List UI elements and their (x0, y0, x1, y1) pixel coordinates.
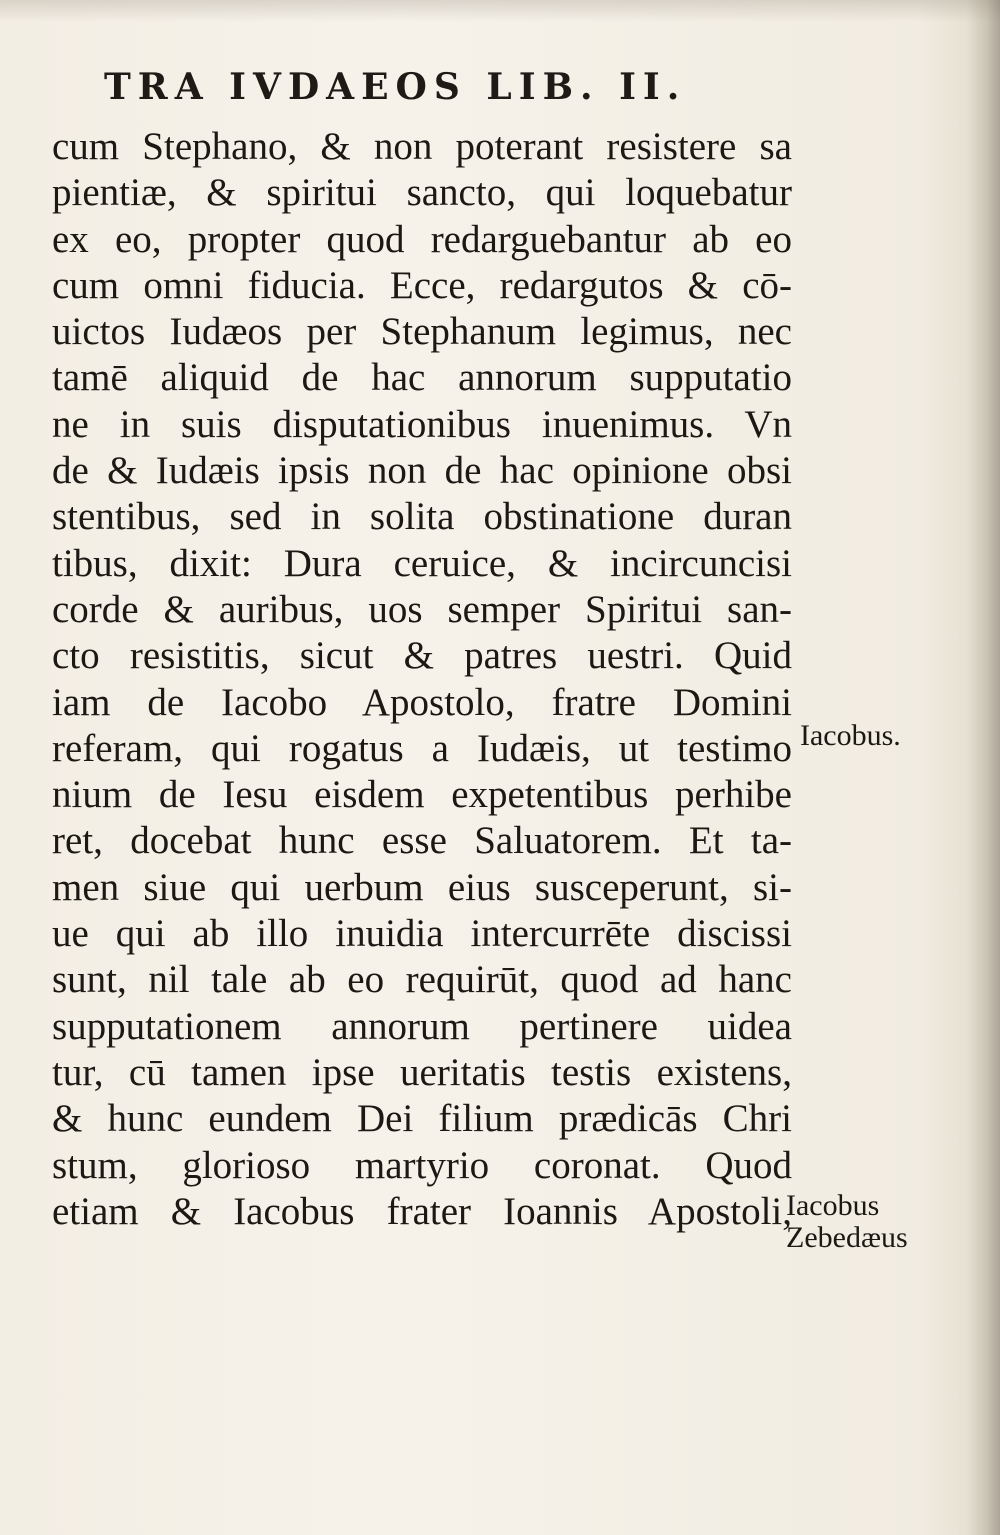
text-line: referam, qui rogatus a Iudæis, ut testimo (52, 726, 792, 770)
text-line: ret, docebat hunc esse Saluatorem. Et ta- (52, 819, 792, 863)
text-line: de & Iudæis ipsis non de hac opinione obsi (52, 449, 792, 493)
text-line: supputationem annorum pertinere uidea (52, 1004, 792, 1048)
page-gutter-shadow (966, 0, 1000, 1535)
text-line: cum omni fiducia. Ecce, redargutos & cō- (52, 263, 792, 307)
running-head: TRA IVDAEOS LIB. II. (104, 66, 687, 108)
text-line: ex eo, propter quod redarguebantur ab eo (52, 217, 792, 261)
text-line: etiam & Iacobus frater Ioannis Apostoli, (52, 1189, 792, 1233)
text-line: ue qui ab illo inuidia intercurrēte discissi (52, 912, 792, 956)
margin-note-iacobus: Iacobus. (800, 719, 901, 752)
text-line: tamē aliquid de hac annorum supputatio (52, 356, 792, 400)
text-line: ne in suis disputationibus inuenimus. Vn (52, 402, 792, 446)
text-line: men siue qui uerbum eius susceperunt, si- (52, 865, 792, 909)
body-text (52, 124, 792, 1235)
text-line: & hunc eundem Dei filium prædicās Chri (52, 1097, 792, 1141)
text-line: nium de Iesu eisdem expetentibus perhibe (52, 773, 792, 817)
text-line: iam de Iacobo Apostolo, fratre Domini (52, 680, 792, 724)
text-line: cto resistitis, sicut & patres uestri. Quid (52, 634, 792, 678)
text-line: corde & auribus, uos semper Spiritui san- (52, 587, 792, 631)
text-line: sunt, nil tale ab eo requirūt, quod ad hanc (52, 958, 792, 1002)
text-line: uictos Iudæos per Stephanum legimus, nec (52, 310, 792, 354)
text-line: pientiæ, & spiritui sancto, qui loquebatur (52, 171, 792, 215)
margin-note-iacobus-zebedaeus-line2: Zebedæus (786, 1221, 908, 1254)
text-line: stentibus, sed in solita obstinatione duran (52, 495, 792, 539)
text-line: tibus, dixit: Dura ceruice, & incircuncisi (52, 541, 792, 585)
margin-note-iacobus-zebedaeus-line1: Iacobus (786, 1189, 880, 1222)
text-line: stum, glorioso martyrio coronat. Quod (52, 1143, 792, 1187)
page-top-shadow (0, 0, 1000, 22)
text-line: tur, cū tamen ipse ueritatis testis existens, (52, 1050, 792, 1094)
text-line: cum Stephano, & non poterant resistere sa (52, 125, 792, 168)
